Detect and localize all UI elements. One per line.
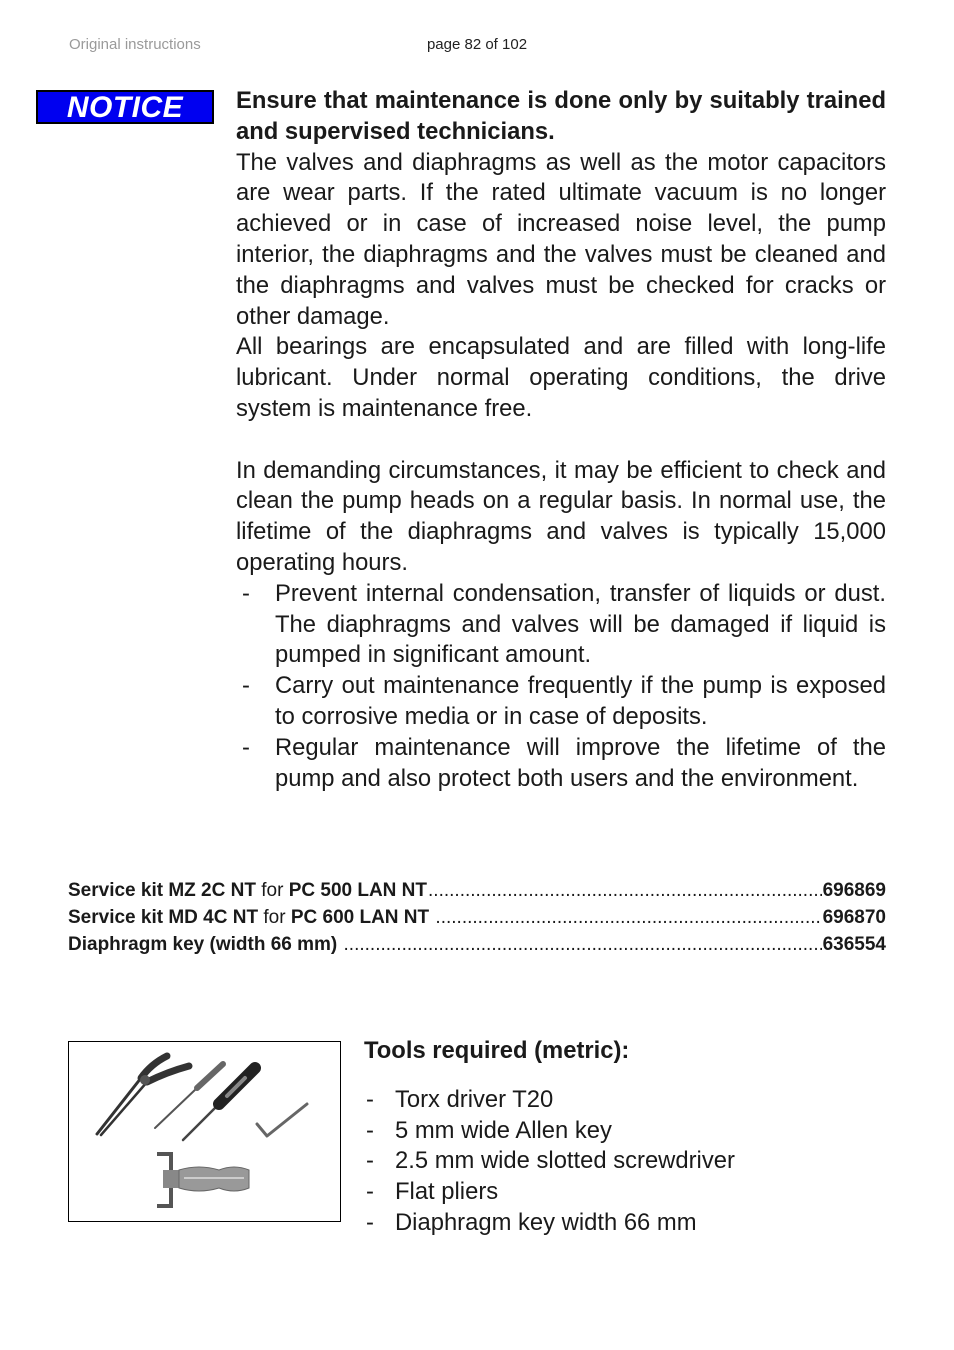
- tools-list: [364, 1085, 735, 1239]
- part-number: 696869: [822, 880, 886, 901]
- list-item: - 5 mm wide Allen key: [366, 1116, 612, 1144]
- parts-list: [68, 877, 886, 958]
- list-item: - Flat pliers: [366, 1178, 499, 1206]
- bearings-paragraph: All bearings are encapsulated and are filled with long-life lubricant. Under normal operating conditions, the drive system is maintenance free.: [236, 333, 886, 422]
- tools-photo: [68, 1041, 341, 1222]
- notice-body: [236, 86, 886, 794]
- tools-required: [364, 1036, 735, 1239]
- maintenance-bullet-list: [236, 579, 886, 795]
- list-item: - Regular maintenance will improve the lifetime of the pump and also protect both users and the environment.: [242, 733, 886, 792]
- page-number: page 82 of 102: [426, 36, 528, 53]
- tools-title: Tools required (metric):: [364, 1037, 630, 1064]
- list-item: - Torx driver T20: [366, 1085, 554, 1113]
- notice-badge: NOTICE: [36, 90, 214, 124]
- torx-driver-icon: [183, 1068, 255, 1140]
- header-document-type: Original instructions: [69, 36, 201, 53]
- pliers-icon: [97, 1056, 189, 1135]
- list-item: - Diaphragm key width 66 mm: [366, 1208, 697, 1236]
- allen-key-icon: [257, 1104, 307, 1136]
- notice-heading: Ensure that maintenance is done only by suitably trained and supervised technicians.: [236, 87, 886, 145]
- list-item: - 2.5 mm wide slotted screwdriver: [366, 1147, 735, 1175]
- part-number: 636554: [822, 934, 886, 955]
- tools-illustration: [69, 1042, 339, 1220]
- diaphragm-key-icon: [157, 1154, 249, 1206]
- wear-parts-paragraph: The valves and diaphragms as well as the motor capacitors are wear parts. If the rated ultimate vacuum is no longer achieved or in case of increased noise level, the pump interior, the diaphragms and the valves must be cleaned and the diaphragms and valves must be checked for cracks or other damage.: [236, 148, 886, 330]
- list-item: - Prevent internal condensation, transfer of liquids or dust. The diaphragms and valves will be damaged if liquid is pumped in significant amount.: [242, 579, 886, 669]
- parts-row: Service kit MD 4C NT for PC 600 LAN NT ..... 696870: [68, 904, 886, 931]
- parts-row: Service kit MZ 2C NT for PC 500 LAN NT ..... 696869: [68, 877, 886, 904]
- part-number: 696870: [822, 907, 886, 928]
- parts-row: Diaphragm key (width 66 mm) ..... 636554: [68, 931, 886, 958]
- demanding-circumstances-paragraph: In demanding circumstances, it may be efficient to check and clean the pump heads on a regular basis. In normal use, the lifetime of the diaphragms and valves is typically 15,000 operating hours.: [236, 456, 886, 576]
- list-item: - Carry out maintenance frequently if the pump is exposed to corrosive media or in case of deposits.: [242, 672, 886, 730]
